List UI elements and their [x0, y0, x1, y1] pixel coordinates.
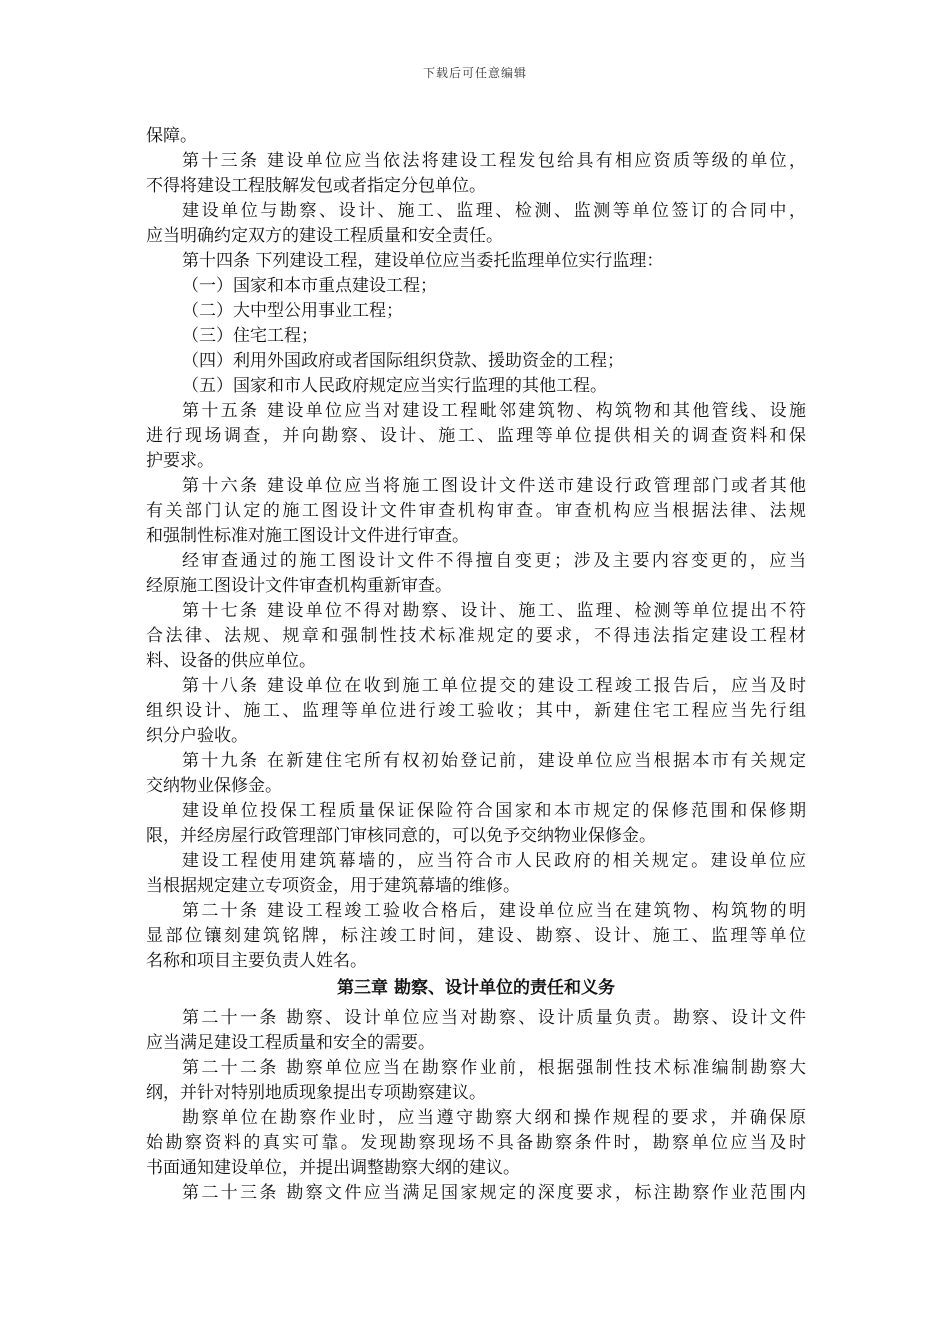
text-line: 建设工程使用建筑幕墙的，应当符合市人民政府的相关规定。建设单位应 [182, 851, 806, 871]
text-line: （四）利用外国政府或者国际组织贷款、援助资金的工程； [182, 351, 624, 371]
text-line: 纲，并针对特别地质现象提出专项勘察建议。 [146, 1083, 486, 1103]
text-line: 建设单位与勘察、设计、施工、监理、检测、监测等单位签订的合同中， [182, 201, 806, 221]
text-line: 第十六条 建设单位应当将施工图设计文件送市建设行政管理部门或者其他 [182, 476, 806, 496]
text-line: 显部位镶刻建筑铭牌，标注竣工时间，建设、勘察、设计、施工、监理等单位 [146, 926, 806, 946]
text-line: 护要求。 [146, 451, 214, 471]
text-line: 第二十条 建设工程竣工验收合格后，建设单位应当在建筑物、构筑物的明 [182, 901, 806, 921]
text-line: 组织设计、施工、监理等单位进行竣工验收；其中，新建住宅工程应当先行组 [146, 701, 806, 721]
text-line: 交纳物业保修金。 [146, 776, 282, 796]
page-header: 下载后可任意编辑 [422, 66, 527, 80]
text-line: 始勘察资料的真实可靠。发现勘察现场不具备勘察条件时，勘察单位应当及时 [146, 1133, 806, 1153]
text-line: 经原施工图设计文件审查机构重新审查。 [146, 576, 452, 596]
text-line: （三）住宅工程； [182, 326, 318, 346]
text-line: 经审查通过的施工图设计文件不得擅自变更；涉及主要内容变更的，应当 [182, 551, 806, 571]
text-line: 第二十三条 勘察文件应当满足国家规定的深度要求，标注勘察作业范围内 [182, 1183, 806, 1203]
text-line: 不得将建设工程肢解发包或者指定分包单位。 [146, 176, 486, 196]
text-line: 第二十一条 勘察、设计单位应当对勘察、设计质量负责。勘察、设计文件 [182, 1008, 806, 1028]
text-line: 勘察单位在勘察作业时，应当遵守勘察大纲和操作规程的要求，并确保原 [182, 1108, 806, 1128]
chapter-heading: 第三章 勘察、设计单位的责任和义务 [337, 978, 615, 998]
paragraph-block-chapter-three [146, 1006, 806, 1206]
text-line: 和强制性标准对施工图设计文件进行审查。 [146, 526, 469, 546]
text-line: 第十八条 建设单位在收到施工单位提交的建设工程竣工报告后，应当及时 [182, 676, 806, 696]
paragraph-block-chapter-two [146, 124, 806, 974]
text-line: 合法律、法规、规章和强制性技术标准规定的要求，不得违法指定建设工程材 [146, 626, 806, 646]
text-line: 保障。 [146, 126, 197, 146]
text-line: 第十七条 建设单位不得对勘察、设计、施工、监理、检测等单位提出不符 [182, 601, 806, 621]
text-line: 书面通知建设单位，并提出调整勘察大纲的建议。 [146, 1158, 520, 1178]
text-line: 限，并经房屋行政管理部门审核同意的，可以免予交纳物业保修金。 [146, 826, 656, 846]
text-line: 建设单位投保工程质量保证保险符合国家和本市规定的保修范围和保修期 [182, 801, 806, 821]
text-line: 应当明确约定双方的建设工程质量和安全责任。 [146, 226, 503, 246]
text-line: 第十五条 建设单位应当对建设工程毗邻建筑物、构筑物和其他管线、设施 [182, 401, 806, 421]
text-line: 有关部门认定的施工图设计文件审查机构审查。审查机构应当根据法律、法规 [146, 501, 806, 521]
text-line: 名称和项目主要负责人姓名。 [146, 951, 367, 971]
text-line: 第十四条 下列建设工程，建设单位应当委托监理单位实行监理： [182, 251, 664, 271]
text-line: 料、设备的供应单位。 [146, 651, 316, 671]
document-body [146, 124, 806, 1206]
text-line: （一）国家和本市重点建设工程； [182, 276, 437, 296]
text-line: 织分户验收。 [146, 726, 248, 746]
text-line: 第十三条 建设单位应当依法将建设工程发包给具有相应资质等级的单位， [182, 151, 806, 171]
text-line: 第十九条 在新建住宅所有权初始登记前，建设单位应当根据本市有关规定 [182, 751, 806, 771]
text-line: 第二十二条 勘察单位应当在勘察作业前，根据强制性技术标准编制勘察大 [182, 1058, 806, 1078]
text-line: 当根据规定建立专项资金，用于建筑幕墙的维修。 [146, 876, 520, 896]
text-line: 进行现场调查，并向勘察、设计、施工、监理等单位提供相关的调查资料和保 [146, 426, 806, 446]
text-line: 应当满足建设工程质量和安全的需要。 [146, 1033, 435, 1053]
text-line: （五）国家和市人民政府规定应当实行监理的其他工程。 [182, 376, 607, 396]
text-line: （二）大中型公用事业工程； [182, 301, 403, 321]
